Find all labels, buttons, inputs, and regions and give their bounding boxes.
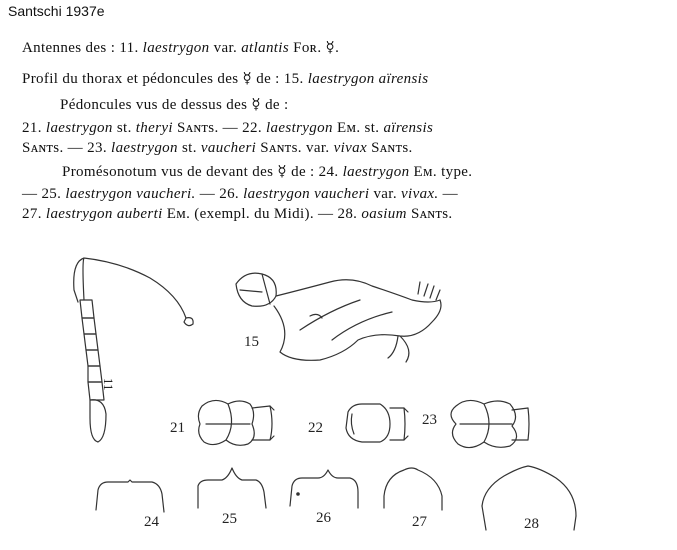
caption-text: Eᴍ. (exempl. du Midi). — 28. [166, 206, 358, 222]
species-name: laestrygon [111, 140, 178, 156]
caption-text: Promésonotum vus de devant des [62, 164, 274, 180]
caption-text: Profil du thorax et pédoncules des [22, 71, 239, 87]
caption-text: st. [181, 140, 197, 156]
worker-symbol: ☿ [251, 97, 261, 113]
caption-text: Antennes des : 11. [22, 40, 139, 56]
worker-symbol: ☿ [242, 71, 253, 87]
thorax-profile-drawing [236, 273, 441, 362]
variety-name: vivax [333, 140, 367, 156]
variety-name: vivax. [401, 186, 439, 202]
caption-text: — 25. [22, 186, 62, 202]
species-name: laestrygon [342, 164, 410, 180]
caption-text: — 22. [222, 120, 262, 136]
species-name: laestrygon vaucheri. [65, 186, 196, 202]
caption-text: — [442, 186, 459, 202]
worker-symbol: ☿. [325, 40, 340, 56]
figure-label-26: 26 [316, 510, 331, 526]
species-name: laestrygon vaucheri [243, 186, 370, 202]
species-name: oasium [361, 206, 407, 222]
figure-label-24: 24 [144, 514, 159, 530]
species-name: laestrygon auberti [45, 206, 163, 222]
species-name: laestrygon aïrensis [307, 71, 429, 87]
species-name: laestrygon [266, 120, 333, 136]
header-title: Santschi 1937e [8, 3, 105, 19]
caption-text: de : [265, 97, 289, 113]
species-name: laestrygon [45, 120, 113, 136]
caption-text: Eᴍ. st. [336, 120, 380, 136]
figure-label-27: 27 [412, 514, 427, 530]
caption-text: Eᴍ. type. [413, 164, 473, 180]
caption-text: var. [373, 186, 397, 202]
caption-text: 27. [22, 206, 42, 222]
figure-label-28: 28 [524, 516, 539, 532]
promesonotum-24-drawing [96, 480, 164, 512]
figure-label-23: 23 [422, 412, 437, 428]
subspecies-name: vaucheri [200, 140, 257, 156]
author-abbrev: Fᴏʀ. [293, 40, 322, 56]
figure-label-22: 22 [308, 420, 323, 436]
author-abbrev: Sᴀɴᴛs. [371, 140, 413, 156]
figure-label-21: 21 [170, 420, 185, 436]
pedicel-22-drawing [346, 404, 408, 442]
variety-name: atlantis [241, 40, 290, 56]
caption-text: Sᴀɴᴛs. var. [260, 140, 330, 156]
promesonotum-25-drawing [198, 468, 266, 508]
worker-symbol: ☿ [277, 164, 287, 180]
author-abbrev: Sᴀɴᴛs. [410, 206, 453, 222]
caption-text: de : 24. [291, 164, 339, 180]
pedicel-21-drawing [198, 400, 274, 445]
species-name: laestrygon [142, 40, 210, 56]
subspecies-name: theryi [135, 120, 173, 136]
promesonotum-26-drawing [290, 470, 358, 508]
figure-label-11: 11 [101, 378, 116, 391]
caption-text: 21. [22, 120, 42, 136]
antenna-drawing [74, 258, 193, 442]
caption-text: st. [116, 120, 132, 136]
caption-text: var. [213, 40, 238, 56]
subspecies-name: aïrensis [383, 120, 434, 136]
promesonotum-27-drawing [384, 468, 442, 510]
pedicel-23-drawing [451, 400, 529, 447]
author-abbrev: Sᴀɴᴛs. [176, 120, 219, 136]
figure-label-25: 25 [222, 511, 237, 527]
caption-text: Pédoncules vus de dessus des [60, 97, 248, 113]
figure-label-15: 15 [244, 334, 259, 350]
caption-text: — 26. [199, 186, 240, 202]
caption-text: Sᴀɴᴛs. — 23. [22, 140, 107, 156]
caption-text: de : 15. [256, 71, 304, 87]
